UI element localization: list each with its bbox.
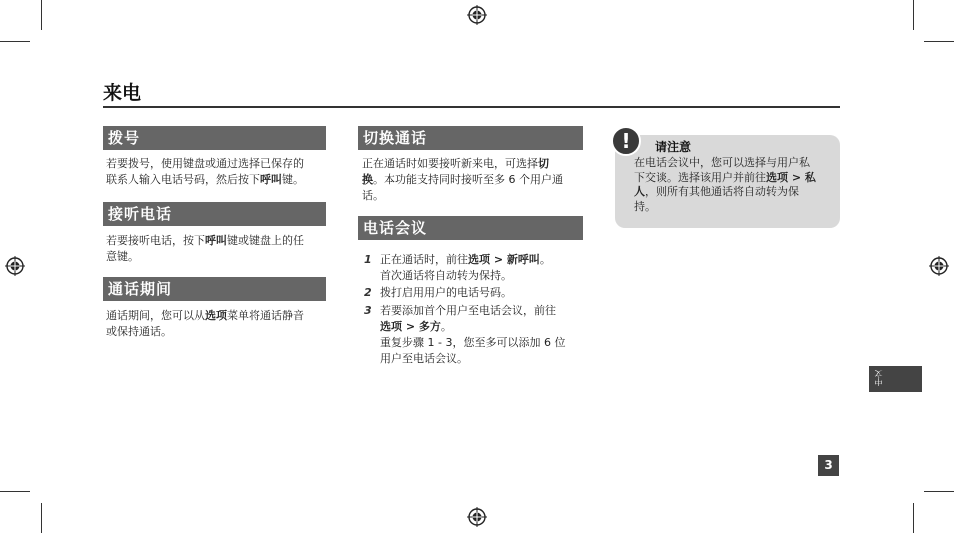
text-line: 人，则所有其他通话将自动转为保 xyxy=(634,185,799,198)
step-number: 1 xyxy=(364,253,372,266)
switch-paragraph xyxy=(362,156,584,204)
step-number: 3 xyxy=(364,304,372,317)
text-line: 若要接听电话，按下呼叫键或键盘上的任 xyxy=(106,234,304,247)
crop-mark xyxy=(0,41,30,42)
section-heading-during-call: 通话期间 xyxy=(103,277,326,301)
conference-step xyxy=(364,303,590,367)
text-line: 正在通话时，前往选项 > 新呼叫。 xyxy=(380,253,551,266)
text-line: 拨打启用用户的电话号码。 xyxy=(380,286,512,299)
crop-mark xyxy=(41,503,42,533)
note-heading: 请注意 xyxy=(655,140,692,154)
text-line: 话。 xyxy=(362,189,384,202)
crop-mark xyxy=(913,0,914,30)
registration-mark-icon xyxy=(929,256,949,276)
answer-paragraph xyxy=(106,233,326,265)
section-heading-dial: 拨号 xyxy=(103,126,326,150)
text-line: 若要添加首个用户至电话会议，前往 xyxy=(380,304,556,317)
call-key-term: 呼叫 xyxy=(205,234,227,247)
crop-mark xyxy=(41,0,42,30)
call-key-term: 呼叫 xyxy=(260,173,282,186)
menu-path: 人 xyxy=(634,185,645,198)
options-term: 选项 xyxy=(205,309,227,322)
conference-step xyxy=(364,252,590,284)
during-call-paragraph xyxy=(106,308,326,340)
language-tab xyxy=(869,366,922,392)
text-line: 持。 xyxy=(634,199,656,213)
text-line: 联系人输入电话号码，然后按下呼叫键。 xyxy=(106,173,304,186)
text-line: 在电话会议中，您可以选择与用户私 xyxy=(634,156,810,169)
text-line: 选项 > 多方。 xyxy=(380,320,452,333)
section-heading-answer: 接听电话 xyxy=(103,202,326,226)
registration-mark-icon xyxy=(467,5,487,25)
crop-mark xyxy=(0,491,30,492)
page-number: 3 xyxy=(818,455,839,476)
crop-mark xyxy=(924,491,954,492)
text-line: 用户至电话会议。 xyxy=(380,352,468,365)
switch-term: 换 xyxy=(362,173,373,186)
crop-mark xyxy=(924,41,954,42)
title-divider xyxy=(103,106,840,108)
switch-term: 切 xyxy=(538,157,549,170)
language-label: 中文 xyxy=(874,370,883,386)
page-title: 来电 xyxy=(103,82,142,104)
text-line: 首次通话将自动转为保持。 xyxy=(380,269,512,282)
text-line: 重复步骤 1 - 3，您至多可以添加 6 位 xyxy=(380,336,566,349)
text-line: 换。本功能支持同时接听至多 6 个用户通 xyxy=(362,173,563,186)
text-line: 正在通话时如要接听新来电，可选择切 xyxy=(362,157,549,170)
text-line: 若要拨号，使用键盘或通过选择已保存的 xyxy=(106,157,304,170)
exclamation-icon: ! xyxy=(611,126,641,156)
menu-path: 选项 > 新呼叫 xyxy=(468,253,540,266)
registration-mark-icon xyxy=(467,507,487,527)
registration-mark-icon xyxy=(5,256,25,276)
text-line: 通话期间，您可以从选项菜单将通话静音 xyxy=(106,309,304,322)
text-line: 下交谈。选择该用户并前往选项 > 私 xyxy=(634,170,816,184)
menu-path: 选项 > 多方 xyxy=(380,320,441,333)
dial-paragraph xyxy=(106,156,326,188)
conference-step xyxy=(364,285,590,301)
text-line: 或保持通话。 xyxy=(106,325,172,338)
section-heading-conference: 电话会议 xyxy=(358,216,583,240)
crop-mark xyxy=(913,503,914,533)
step-number: 2 xyxy=(364,286,372,299)
text-line: 意键。 xyxy=(106,250,139,263)
note-text xyxy=(634,156,830,214)
menu-path: 选项 > 私 xyxy=(766,170,816,184)
section-heading-switch: 切换通话 xyxy=(358,126,583,150)
